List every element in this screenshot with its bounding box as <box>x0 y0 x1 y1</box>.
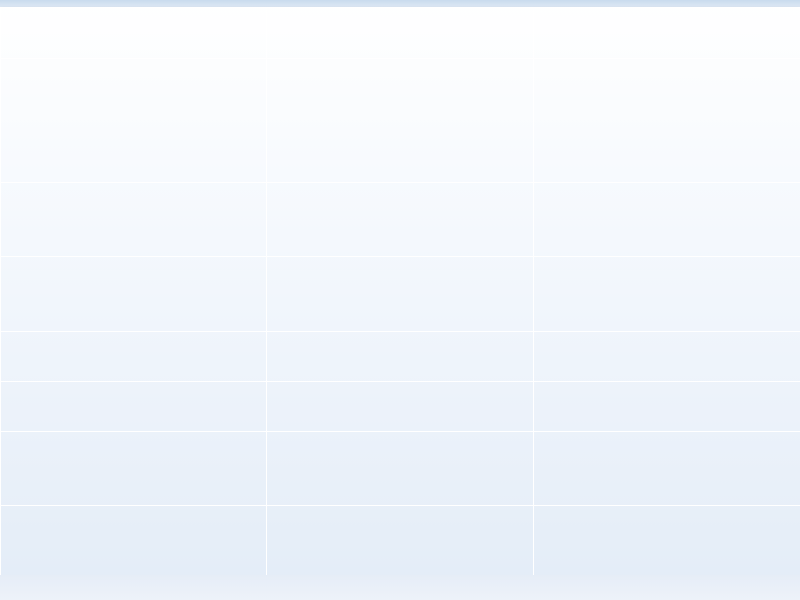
cell-other-effects <box>534 332 800 382</box>
cell-drug-group <box>1 382 267 432</box>
cell-other-effects <box>534 257 800 332</box>
cell-drug-group <box>1 183 267 257</box>
drug-diarrhea-table <box>0 7 800 581</box>
table-row <box>1 59 800 183</box>
cell-drug-group <box>1 432 267 506</box>
cell-other-effects <box>534 183 800 257</box>
table-row <box>1 432 800 506</box>
table-row <box>1 506 800 581</box>
header-cell-drug-group <box>1 8 267 59</box>
table-row <box>1 257 800 332</box>
cell-other-effects <box>534 382 800 432</box>
cell-other-effects <box>534 59 800 183</box>
cell-gi-symptoms <box>267 382 534 432</box>
top-strip <box>0 0 800 7</box>
cell-other-effects <box>534 506 800 581</box>
table-row <box>1 332 800 382</box>
cell-gi-symptoms <box>267 257 534 332</box>
cell-drug-group <box>1 59 267 183</box>
table-header-row <box>1 8 800 59</box>
cell-gi-symptoms <box>267 332 534 382</box>
cell-drug-group <box>1 506 267 581</box>
cell-other-effects <box>534 432 800 506</box>
bottom-strip <box>0 575 800 600</box>
cell-drug-group <box>1 257 267 332</box>
header-cell-gi-symptoms <box>267 8 534 59</box>
cell-gi-symptoms <box>267 432 534 506</box>
table-row <box>1 183 800 257</box>
cell-gi-symptoms <box>267 59 534 183</box>
header-cell-other-effects <box>534 8 800 59</box>
cell-gi-symptoms <box>267 183 534 257</box>
cell-drug-group <box>1 332 267 382</box>
cell-gi-symptoms <box>267 506 534 581</box>
table-row <box>1 382 800 432</box>
